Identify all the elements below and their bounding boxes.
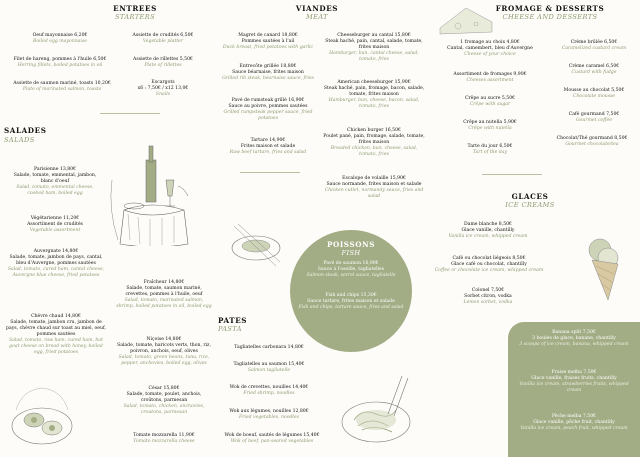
menu-item: Escargots x6 : 7,50€ / x12 13,0€ Snails	[137, 80, 189, 97]
salades-subtitle: SALADS	[4, 136, 35, 144]
menu-item: Chocolat/Thé gourmand 8,50€ Gourmet chocolate/tea	[556, 136, 628, 147]
menu-item: Assortiment de fromages 9,90€ Cheeses assortment	[453, 72, 527, 83]
menu-item: Crêpe au nutella 5,90€ Crêpe with nutella	[463, 120, 517, 131]
menu-item: Niçoise 14,80€ Salade, tomate, haricots verts, thon, riz, poivron, anchois, oeuf, olives Salad, tomato, green beans, tuna, rice, pepper, anchovies, boiled egg, olives	[117, 337, 211, 366]
icecream-illustration	[578, 234, 628, 304]
menu-item: Tagliatelles carbonara 14,80€	[234, 345, 304, 350]
menu-item: Pêche melba 7,50€ Glace vanille, pêche fruit, chantilly Vanilla ice cream, peach fruit, whipped cream	[520, 414, 628, 431]
salades-title: SALADES	[4, 126, 47, 135]
table-illustration	[104, 140, 200, 246]
poissons-panel	[290, 230, 412, 352]
menu-item: Entrecôte grillée 18,80€ Sauce béarnaise, frites maison Grilled rib steak, béarnaise sauce, fries	[222, 64, 314, 81]
menu-item: Assiette de saumon mariné, toasts 10,20€ Plate of marinated salmon, toasts	[13, 81, 111, 92]
fromage-title: FROMAGE & DESSERTS	[495, 4, 605, 13]
menu-item: Chèvre chaud 14,80€ Salade, tomate, jambon cru, jambon de pays, chèvre chaud sur toast au miel, oeuf, pommes sautées Salad, tomato, raw ham, cured ham, hot goat cheese on bread with honey, boiled egg, fried potatoes	[6, 314, 106, 355]
divider	[240, 172, 300, 173]
menu-item: Tarte du jour 6,50€ Tart of the day	[467, 144, 513, 155]
poissons-subtitle: FISH	[341, 249, 361, 257]
menu-item: Parisienne 13,80€ Salade, tomate, emmental, jambon, blanc d'oeuf Salad, tomato, emmental cheese, cooked ham, boiled egg	[13, 167, 97, 196]
menu-item: Pavé de rumsteak grillé 16,90€ Sauce au poivre, pommes sautées Grilled rumpsteak pepper sauce, fried potatoes	[223, 98, 313, 121]
pates-subtitle: PASTA	[218, 325, 242, 333]
menu-item: Café gourmand 7,50€ Gourmet coffee	[568, 112, 620, 123]
menu-item: Magret de canard 18,80€ Pommes sautées à l'ail Duck breast, fried potatoes with garlic	[222, 33, 314, 50]
divider	[100, 113, 160, 114]
menu-item: Crêpe au sucre 5,50€ Crêpe with sugar	[464, 96, 516, 107]
glaces-subtitle: ICE CREAMS	[505, 201, 555, 209]
menu-item: Crème brûlée 6,50€ Caramelized custard cream	[561, 40, 627, 51]
menu-item: Chicken burger 16,50€ Poulet pané, pain, fromage, salade, tomate, frites maison Breaded chicken, bun, cheese, salad, tomato, fries	[323, 128, 425, 157]
viandes-subtitle: MEAT	[306, 13, 328, 21]
menu-item: Auvergnate 14,80€ Salade, tomate, jambon de pays, cantal, bleu d'Auvergne, pommes sautées Salad, tomato, cured ham, cantal cheese, Auvergne blue cheese, fried potatoes	[7, 249, 105, 278]
menu-item: Assiette de rillettes 5,50€ Plate of rillettes	[133, 57, 193, 68]
desserts-glaces-panel	[508, 322, 640, 457]
menu-item: Wok de boeuf, sautés de légumes 15,40€ Wok of beef, pan-seared vegetables	[224, 433, 320, 444]
menu-item: Crème caramel 6,50€ Custard with fudge	[568, 64, 620, 75]
glaces-title: GLACES	[511, 192, 549, 201]
menu-item: 1 fromage au choix 4,80€ Cantal, camembert, bleu d'Auvergne Cheese of your choice	[447, 40, 533, 57]
menu-item: Tagliatelles au saumon 15,40€ Salmon tagliatelle	[233, 362, 305, 373]
viandes-title: VIANDES	[295, 4, 339, 13]
menu-item: Tartare 14,90€ Frites maison et salade Raw beef tartare, fries and salad	[229, 138, 307, 155]
menu-item: Filet de hareng, pommes à l'huile 6,50€ Herring fillets, boiled potatoes in oil	[13, 57, 107, 68]
entrees-title: ENTREES	[113, 4, 157, 13]
menu-item: Assiette de crudités 6,50€ Vegetable platter	[132, 33, 194, 44]
fromage-subtitle: CHEESE AND DESSERTS	[502, 13, 598, 21]
menu-item: Oeuf mayonnaise 6,20€ Boiled egg mayonnaise	[32, 33, 88, 44]
entrees-subtitle: STARTERS	[114, 13, 156, 21]
pasta-illustration	[332, 370, 418, 454]
menu-item: Wok de crevettes, nouilles 14,40€ Fried shrimp, noodles	[229, 385, 309, 396]
menu-item: César 15,80€ Salade, tomate, poulet, anchois, croûtons, parmesan Salad, tomato, chicken, anchovies, croutons, parmesan	[123, 386, 205, 415]
menu-item: Tomate mozzarella 11,90€ Tomato mozzarella cheese	[133, 433, 195, 444]
eggs-illustration	[2, 370, 82, 456]
menu-item: Escalope de volaille 15,90€ Sauce normande, frites maison et salade Chicken cutlet, normandy sauce, fries and salad	[324, 176, 424, 199]
menu-item: Café ou chocolat liégeois 8,50€ Glace café ou chocolat, chantilly Coffee or chocolate ice cream, whipped cream	[434, 256, 544, 273]
menu-item: Cheeseburger au cantal 15,80€ Steak haché, pain, cantal, salade, tomate, frites maison Hamburger, bun, cantal cheese, salad, tomato, fries	[325, 33, 423, 62]
menu-item: Fraise melba 7,50€ Glace vanille, fraises fruits, chantilly Vanilla ice cream, strawberries fruits, whipped cream	[519, 370, 629, 393]
menu-item: Dame blanche 8,50€ Glace vanille, chantilly Vanilla ice cream, whipped cream	[448, 222, 528, 239]
menu-item: Banana split 7,50€ 3 boules de glace, banane, chantilly 3 scoops of ice cream, banana, whipped cream	[519, 330, 629, 347]
menu-item: Mousse au chocolat 5,50€ Chocolate mousse	[563, 88, 625, 99]
divider	[482, 174, 542, 175]
menu-item: Végétarienne 11,20€ Assortiment de crudités Vegetable assortment	[27, 216, 83, 233]
menu-item: American cheeseburger 15,90€ Steak haché, pain, fromage, bacon, salade, tomate, frites maison Hamburger, bun, cheese, bacon, salad, tomato, fries	[323, 80, 425, 109]
pates-title: PATES	[218, 316, 248, 325]
menu-item: Pavé de saumon 16,90€ Sauce à l'oseille, tagliatelles Salmon steak, sorrel sauce, tagliatelle	[306, 261, 396, 278]
menu-item: Wok aux légumes, nouilles 12,80€ Fried vegetables, noodles	[229, 409, 309, 420]
menu-item: Fish and chips 15,30€ Sauce tartare, frites maison et salade Fish and chips, tartare sauce, fries and salad	[298, 293, 404, 310]
menu-item: Colonel 7,50€ Sorbet citron, vodka Lemon sorbet, vodka	[463, 288, 513, 305]
poissons-title: POISSONS	[326, 240, 376, 249]
menu-item: Fraîcheur 14,80€ Salade, tomate, saumon mariné, crevettes, pommes à l'huile, oeuf Salad, tomato, marinated salmon, shrimp, boiled potatoes in oil, boiled egg	[116, 280, 212, 309]
dishes-illustration	[226, 218, 288, 272]
